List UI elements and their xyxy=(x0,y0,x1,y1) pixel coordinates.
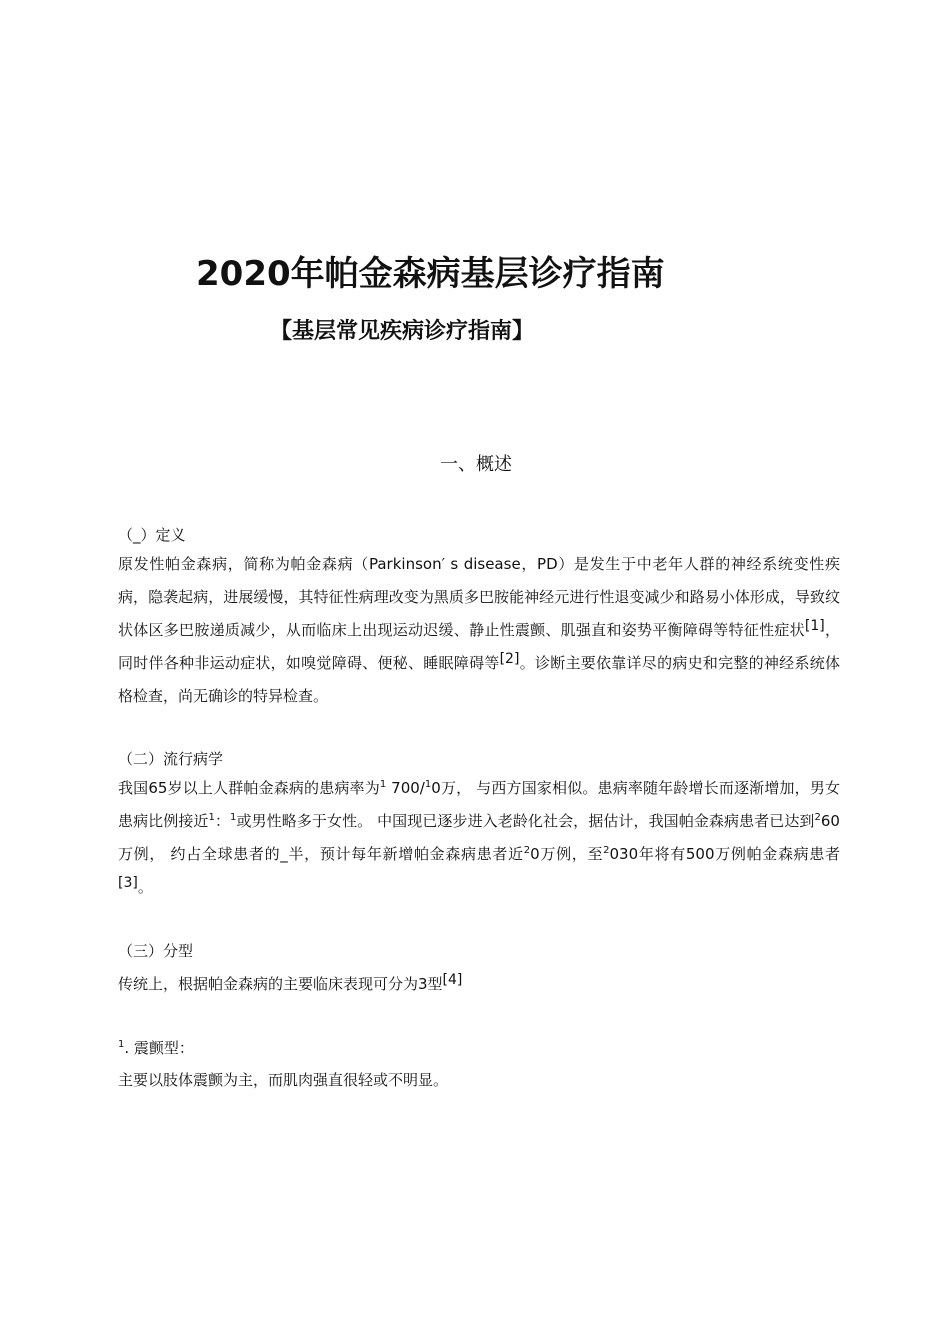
epi-sup-7: 2 xyxy=(603,845,610,856)
citation-ref-4: [4] xyxy=(442,972,463,988)
subheading-definition: （_）定义 xyxy=(118,526,186,544)
document-title: 2020年帕金森病基层诊疗指南 xyxy=(196,254,665,294)
epi-text-5: 或男性略多于女性。 中国现已逐步进入老龄化社会，据估计，我国帕金森病患者已达到 xyxy=(236,812,815,830)
item-tremor-type-heading xyxy=(118,1032,840,1065)
epi-sup-6: 2 xyxy=(523,845,531,856)
definition-text-c: 。诊断主要依靠详尽的病史和完整的神经系统体格检查，尚无确诊的特异检查。 xyxy=(118,654,840,705)
paragraph-epidemiology xyxy=(118,772,840,904)
epi-text-3: 0万， 与西方国家相似。患病率随年龄增长而逐渐增加，男女患病比例接近 xyxy=(118,779,840,830)
subheading-classification: （三）分型 xyxy=(118,942,194,960)
document-subtitle: 【基层常见疾病诊疗指南】 xyxy=(270,319,535,344)
citation-ref-3: [3] xyxy=(118,875,138,891)
epi-text-8: 030年将有500万例帕金森病患者 xyxy=(609,845,841,863)
tremor-type-number: 1 xyxy=(118,1039,125,1050)
epi-text-9: 。 xyxy=(137,878,153,896)
paragraph-definition xyxy=(118,548,840,713)
paragraph-classification xyxy=(118,968,840,1001)
paragraph-tremor-type: 主要以肢体震颤为主，而肌肉强直很轻或不明显。 xyxy=(118,1071,449,1089)
epi-text-4: ： xyxy=(214,812,231,830)
epi-sup-5: 2 xyxy=(814,812,821,823)
definition-text-b: ，同时伴各种非运动症状，如嗅觉障碍、便秘、睡眠障碍等 xyxy=(118,621,840,672)
classification-text: 传统上，根据帕金森病的主要临床表现可分为3型 xyxy=(118,975,443,993)
epi-text-1: 我国65岁以上人群帕金森病的患病率为 xyxy=(118,779,380,797)
section-heading-overview: 一、概述 xyxy=(440,454,512,475)
subheading-epidemiology: （二）流行病学 xyxy=(118,750,224,768)
citation-ref-1: [1] xyxy=(804,618,825,634)
epi-text-7: 0万例，至 xyxy=(530,845,604,863)
epi-sup-2: 1 xyxy=(424,779,432,790)
epi-sup-1: 1 xyxy=(379,779,387,790)
epi-text-6: 60万例， 约占全球患者的_半，预计每年新增帕金森病患者近 xyxy=(118,812,840,863)
epi-sup-4: 1 xyxy=(230,812,237,823)
epi-sup-3: 1 xyxy=(208,812,215,823)
citation-ref-2: [2] xyxy=(499,651,520,667)
epi-text-2: 700/ xyxy=(386,779,425,797)
tremor-type-label: . 震颤型： xyxy=(124,1039,194,1057)
definition-text-a: 原发性帕金森病，简称为帕金森病（Parkinson′ s disease，PD）是发生于中老年人群的神经系统变性疾病，隐袭起病，进展缓慢，其特征性病理改变为黑质多巴胺能神经元进行性退变减少和路易小体形成，导致纹状体区多巴胺递质减少，从而临床上出现运动迟缓、静止性震颤、肌强直和姿势平衡障碍等特征性症状 xyxy=(118,555,840,639)
